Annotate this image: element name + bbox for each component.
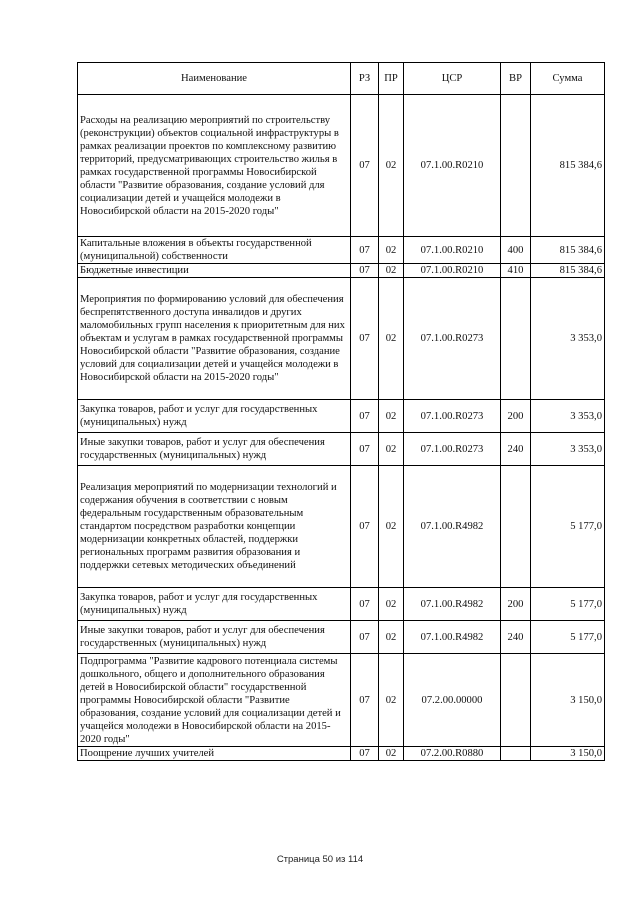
row-name: Реализация мероприятий по модернизации технологий и содержания обучения в соответствии с новым федеральным государственным образовательным стандартом посредством разработки концепции модернизации конкретных областей, поддержки региональных программ развития образования и поддержки сетевых методических объединений — [78, 466, 351, 588]
row-csr: 07.1.00.R4982 — [404, 466, 501, 588]
row-name: Поощрение лучших учителей — [78, 747, 351, 761]
page-number: Страница 50 из 114 — [276, 854, 364, 865]
row-vr — [501, 278, 531, 400]
row-rz: 07 — [351, 654, 379, 747]
row-pr: 02 — [379, 654, 404, 747]
table-row — [78, 654, 605, 747]
row-vr: 240 — [501, 621, 531, 654]
row-rz: 07 — [351, 747, 379, 761]
row-sum: 3 353,0 — [531, 278, 605, 400]
row-sum: 5 177,0 — [531, 621, 605, 654]
row-name: Закупка товаров, работ и услуг для государственных (муниципальных) нужд — [78, 588, 351, 621]
table-row — [78, 237, 605, 264]
table-row — [78, 95, 605, 237]
row-pr: 02 — [379, 95, 404, 237]
table-row — [78, 278, 605, 400]
header-sum: Сумма — [531, 63, 605, 95]
table-row — [78, 621, 605, 654]
row-rz: 07 — [351, 278, 379, 400]
row-pr: 02 — [379, 466, 404, 588]
row-name: Иные закупки товаров, работ и услуг для обеспечения государственных (муниципальных) нужд — [78, 433, 351, 466]
row-name: Подпрограмма "Развитие кадрового потенциала системы дошкольного, общего и дополнительного образования детей в Новосибирской области" государственной программы Новосибирской области "Развитие образования, создание условий для социализации детей и учащейся молодежи в Новосибирской области на 2015-2020 годы" — [78, 654, 351, 747]
row-csr: 07.1.00.R0273 — [404, 433, 501, 466]
row-vr: 400 — [501, 237, 531, 264]
row-pr: 02 — [379, 747, 404, 761]
row-csr: 07.1.00.R4982 — [404, 588, 501, 621]
table-row — [78, 466, 605, 588]
row-rz: 07 — [351, 466, 379, 588]
header-csr: ЦСР — [404, 63, 501, 95]
row-rz: 07 — [351, 588, 379, 621]
row-pr: 02 — [379, 400, 404, 433]
budget-table — [77, 62, 605, 761]
row-rz: 07 — [351, 400, 379, 433]
row-rz: 07 — [351, 621, 379, 654]
row-csr: 07.1.00.R0273 — [404, 400, 501, 433]
row-vr — [501, 95, 531, 237]
row-csr: 07.2.00.R0880 — [404, 747, 501, 761]
row-vr: 200 — [501, 400, 531, 433]
row-csr: 07.1.00.R0210 — [404, 264, 501, 278]
row-pr: 02 — [379, 237, 404, 264]
row-csr: 07.1.00.R4982 — [404, 621, 501, 654]
table-body — [78, 95, 605, 761]
row-rz: 07 — [351, 433, 379, 466]
table-row — [78, 400, 605, 433]
row-csr: 07.1.00.R0210 — [404, 95, 501, 237]
row-name: Мероприятия по формированию условий для обеспечения беспрепятственного доступа инвалидов и других маломобильных групп населения к приоритетным для них объектам и услугам в рамках государственной программы Новосибирской области "Развитие образования, создание условий для социализации детей и учащейся молодежи в Новосибирской области на 2015-2020 годы" — [78, 278, 351, 400]
row-name: Закупка товаров, работ и услуг для государственных (муниципальных) нужд — [78, 400, 351, 433]
row-vr: 410 — [501, 264, 531, 278]
row-name: Бюджетные инвестиции — [78, 264, 351, 278]
row-pr: 02 — [379, 264, 404, 278]
row-sum: 815 384,6 — [531, 95, 605, 237]
header-name: Наименование — [78, 63, 351, 95]
row-csr: 07.1.00.R0273 — [404, 278, 501, 400]
row-name: Расходы на реализацию мероприятий по строительству (реконструкции) объектов социальной инфраструктуры в рамках реализации проектов по комплексному развитию территорий, предусматривающих строительство жилья в рамках государственной программы Новосибирской области "Развитие образования, создание условий для социализации детей и учащейся молодежи в Новосибирской области на 2015-2020 годы" — [78, 95, 351, 237]
row-vr — [501, 747, 531, 761]
row-pr: 02 — [379, 588, 404, 621]
row-sum: 3 353,0 — [531, 400, 605, 433]
table-row — [78, 433, 605, 466]
row-vr — [501, 654, 531, 747]
table-row — [78, 588, 605, 621]
header-rz: РЗ — [351, 63, 379, 95]
table-row — [78, 264, 605, 278]
row-vr: 200 — [501, 588, 531, 621]
header-vr: ВР — [501, 63, 531, 95]
row-rz: 07 — [351, 95, 379, 237]
table-header-row — [78, 63, 605, 95]
row-vr: 240 — [501, 433, 531, 466]
row-csr: 07.1.00.R0210 — [404, 237, 501, 264]
row-sum: 3 150,0 — [531, 747, 605, 761]
row-name: Капитальные вложения в объекты государственной (муниципальной) собственности — [78, 237, 351, 264]
row-vr — [501, 466, 531, 588]
row-sum: 3 353,0 — [531, 433, 605, 466]
row-pr: 02 — [379, 621, 404, 654]
row-sum: 5 177,0 — [531, 466, 605, 588]
row-sum: 5 177,0 — [531, 588, 605, 621]
row-name: Иные закупки товаров, работ и услуг для обеспечения государственных (муниципальных) нужд — [78, 621, 351, 654]
row-pr: 02 — [379, 433, 404, 466]
row-rz: 07 — [351, 264, 379, 278]
row-sum: 815 384,6 — [531, 237, 605, 264]
row-rz: 07 — [351, 237, 379, 264]
row-pr: 02 — [379, 278, 404, 400]
table-row — [78, 747, 605, 761]
header-pr: ПР — [379, 63, 404, 95]
row-sum: 815 384,6 — [531, 264, 605, 278]
row-sum: 3 150,0 — [531, 654, 605, 747]
row-csr: 07.2.00.00000 — [404, 654, 501, 747]
